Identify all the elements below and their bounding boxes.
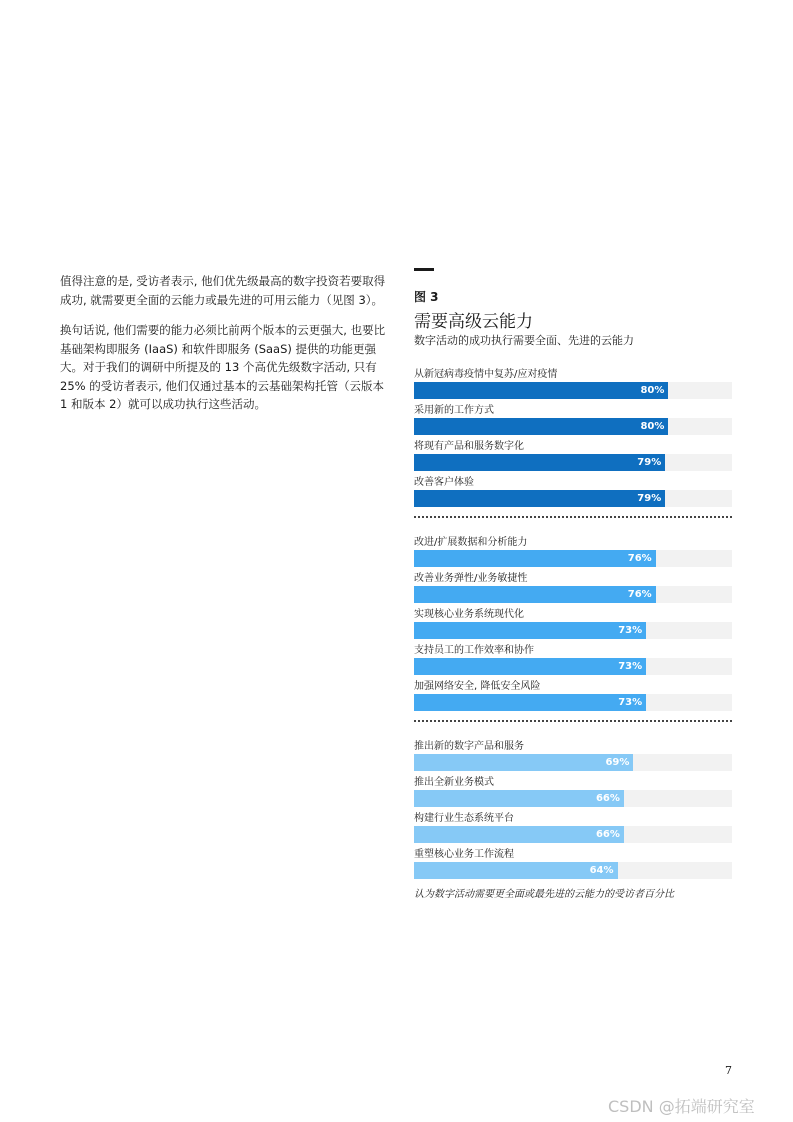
bar [414, 382, 668, 399]
bar-value-label: 64% [589, 865, 614, 876]
bar-category-label: 加强网络安全, 降低安全风险 [414, 681, 541, 692]
bar-track [414, 790, 732, 807]
bar-row [414, 368, 732, 404]
bar-row [414, 440, 732, 476]
bar-category-label: 改善业务弹性/业务敏捷性 [414, 573, 528, 584]
bar [414, 454, 665, 471]
bar-track [414, 694, 732, 711]
bar-row [414, 572, 732, 608]
bar-track [414, 382, 732, 399]
bar-category-label: 改进/扩展数据和分析能力 [414, 537, 528, 548]
bar-row [414, 776, 732, 812]
bar-category-label: 构建行业生态系统平台 [414, 813, 514, 824]
paragraph-1: 值得注意的是, 受访者表示, 他们优先级最高的数字投资若要取得成功, 就需要更全面的云能力或最先进的可用云能力（见图 3）。 [60, 274, 386, 307]
figure-subtitle: 数字活动的成功执行需要全面、先进的云能力 [414, 334, 634, 347]
paragraph-2: 换句话说, 他们需要的能力必须比前两个版本的云更强大, 也要比基础架构即服务 (IaaS) 和软件即服务 (SaaS) 提供的功能更强大。对于我们的调研中所提及的 13 个高优先级数字活动, 只有 25% 的受访者表示, 他们仅通过基本的云基础架构托管（云版本 1 和版本 2）就可以成功执行这些活动。 [60, 323, 386, 411]
bar-row [414, 404, 732, 440]
bar-category-label: 从新冠病毒疫情中复苏/应对疫情 [414, 369, 558, 380]
bar [414, 862, 618, 879]
bar-chart [414, 368, 732, 884]
bar-group [414, 536, 732, 716]
page-number: 7 [725, 1064, 732, 1077]
bar [414, 790, 624, 807]
bar-row [414, 740, 732, 776]
group-separator [414, 516, 732, 518]
bar [414, 694, 646, 711]
figure-caption: 认为数字活动需要更全面或最先进的云能力的受访者百分比 [414, 889, 674, 900]
bar-value-label: 73% [618, 661, 643, 672]
bar-track [414, 490, 732, 507]
bar-category-label: 推出全新业务模式 [414, 777, 494, 788]
bar-value-label: 80% [640, 385, 665, 396]
bar [414, 658, 646, 675]
bar-category-label: 重塑核心业务工作流程 [414, 849, 514, 860]
bar-track [414, 658, 732, 675]
bar-track [414, 418, 732, 435]
bar-category-label: 实现核心业务系统现代化 [414, 609, 524, 620]
bar [414, 754, 633, 771]
bar-row [414, 812, 732, 848]
bar-value-label: 76% [627, 553, 652, 564]
watermark: CSDN @拓端研究室 [608, 1097, 755, 1116]
bar-track [414, 550, 732, 567]
bar-category-label: 改善客户体验 [414, 477, 474, 488]
bar-category-label: 推出新的数字产品和服务 [414, 741, 524, 752]
bar [414, 550, 656, 567]
bar-value-label: 79% [637, 493, 662, 504]
bar-value-label: 66% [595, 829, 620, 840]
bar [414, 490, 665, 507]
bar-value-label: 66% [595, 793, 620, 804]
bar [414, 826, 624, 843]
figure-3 [414, 268, 732, 902]
bar-row [414, 536, 732, 572]
body-text [60, 272, 390, 426]
bar-row [414, 644, 732, 680]
bar-track [414, 586, 732, 603]
bar [414, 586, 656, 603]
bar-row [414, 608, 732, 644]
bar-track [414, 454, 732, 471]
bar-group [414, 368, 732, 512]
bar-group [414, 740, 732, 884]
figure-label: 图 3 [414, 290, 439, 304]
bar-category-label: 支持员工的工作效率和协作 [414, 645, 534, 656]
bar-track [414, 862, 732, 879]
bar-value-label: 69% [605, 757, 630, 768]
bar-category-label: 将现有产品和服务数字化 [414, 441, 524, 452]
bar-row [414, 848, 732, 884]
figure-rule [414, 268, 434, 271]
bar-value-label: 73% [618, 625, 643, 636]
bar [414, 622, 646, 639]
bar-row [414, 680, 732, 716]
bar-value-label: 79% [637, 457, 662, 468]
bar-track [414, 754, 732, 771]
group-separator [414, 720, 732, 722]
bar-value-label: 80% [640, 421, 665, 432]
figure-title: 需要高级云能力 [414, 312, 533, 332]
bar-value-label: 73% [618, 697, 643, 708]
bar [414, 418, 668, 435]
bar-category-label: 采用新的工作方式 [414, 405, 494, 416]
bar-track [414, 826, 732, 843]
bar-value-label: 76% [627, 589, 652, 600]
bar-row [414, 476, 732, 512]
bar-track [414, 622, 732, 639]
